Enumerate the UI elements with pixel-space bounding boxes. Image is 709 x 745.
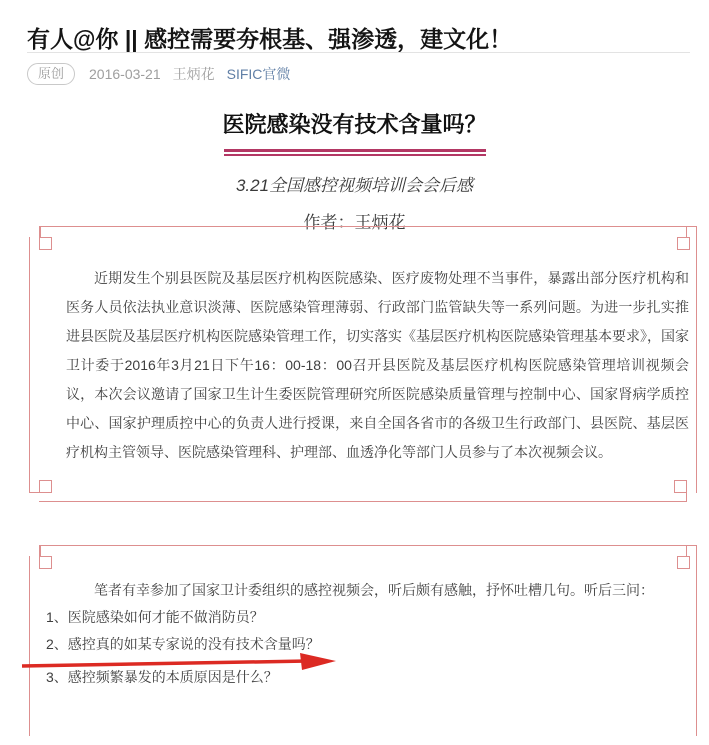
frame-top-line [39, 545, 697, 546]
intro-paragraph: 近期发生个别县医院及基层医疗机构医院感染、医疗废物处理不当事件，暴露出部分医疗机构和医务人员依法执业意识淡薄、医院感染管理薄弱、行政部门监管缺失等一系列问题。为进一步扎实推进县医院及基层医疗机构医院感染管理工作，切实落实《基层医疗机构医院感染管理基本要求》，国家卫计委于2016年3月21日下午16：00-18：00召开县医院及基层医疗机构医院感染管理培训视频会议，本次会议邀请了国家卫生计生委医院管理研究所医院感染质量管理与控制中心、国家肾病学质控中心、国家护理质控中心的负责人进行授课，来自全国各省市的各级卫生行政部门、县医院、基层医疗机构主管领导、医院感染管理科、护理部、血透净化等部门人员参与了本次视频会议。 [66, 270, 689, 460]
meta-row [27, 62, 687, 86]
decorated-box-2 [29, 545, 697, 745]
frame-left-line [29, 237, 30, 493]
underline-thick-bar [224, 149, 486, 152]
original-badge: 原创 [27, 63, 75, 86]
publish-date: 2016-03-21 [89, 66, 161, 82]
document-subtitle: 3.21全国感控视频培训会会后感 [235, 176, 474, 195]
author-name: 王炳花 [172, 66, 215, 82]
question-item-3: 3、感控频繁暴发的本质原因是什么？ [46, 669, 278, 685]
underline-thin-bar [224, 154, 486, 156]
frame-bottom-line [39, 501, 687, 502]
questions-block [46, 577, 689, 691]
questions-intro: 笔者有幸参加了国家卫计委组织的感控视频会，听后颇有感触，抒怀吐槽几句。听后三问： [94, 582, 654, 598]
frame-right-line [696, 226, 697, 493]
decorated-box-1 [29, 226, 697, 502]
question-item-1: 1、医院感染如何才能不做消防员？ [46, 609, 264, 625]
page-title: 有人@你 || 感控需要夯根基、强渗透，建文化！ [27, 26, 513, 53]
corner-square-icon [39, 237, 52, 250]
heading-underline [224, 149, 486, 156]
corner-square-icon [39, 556, 52, 569]
corner-square-icon [677, 237, 690, 250]
frame-left-line [29, 556, 30, 736]
corner-square-icon [677, 556, 690, 569]
document-byline: 作者：王炳花 [303, 213, 406, 232]
question-item-2: 2、感控真的如某专家说的没有技术含量吗？ [46, 636, 320, 652]
red-arrow-icon [16, 651, 340, 673]
title-divider [27, 52, 690, 53]
account-link[interactable]: SIFIC官微 [226, 66, 291, 82]
frame-top-line [39, 226, 697, 227]
frame-right-line [696, 545, 697, 736]
headline-block [0, 108, 709, 233]
document-heading: 医院感染没有技术含量吗？ [222, 112, 487, 137]
corner-square-icon [39, 480, 52, 493]
